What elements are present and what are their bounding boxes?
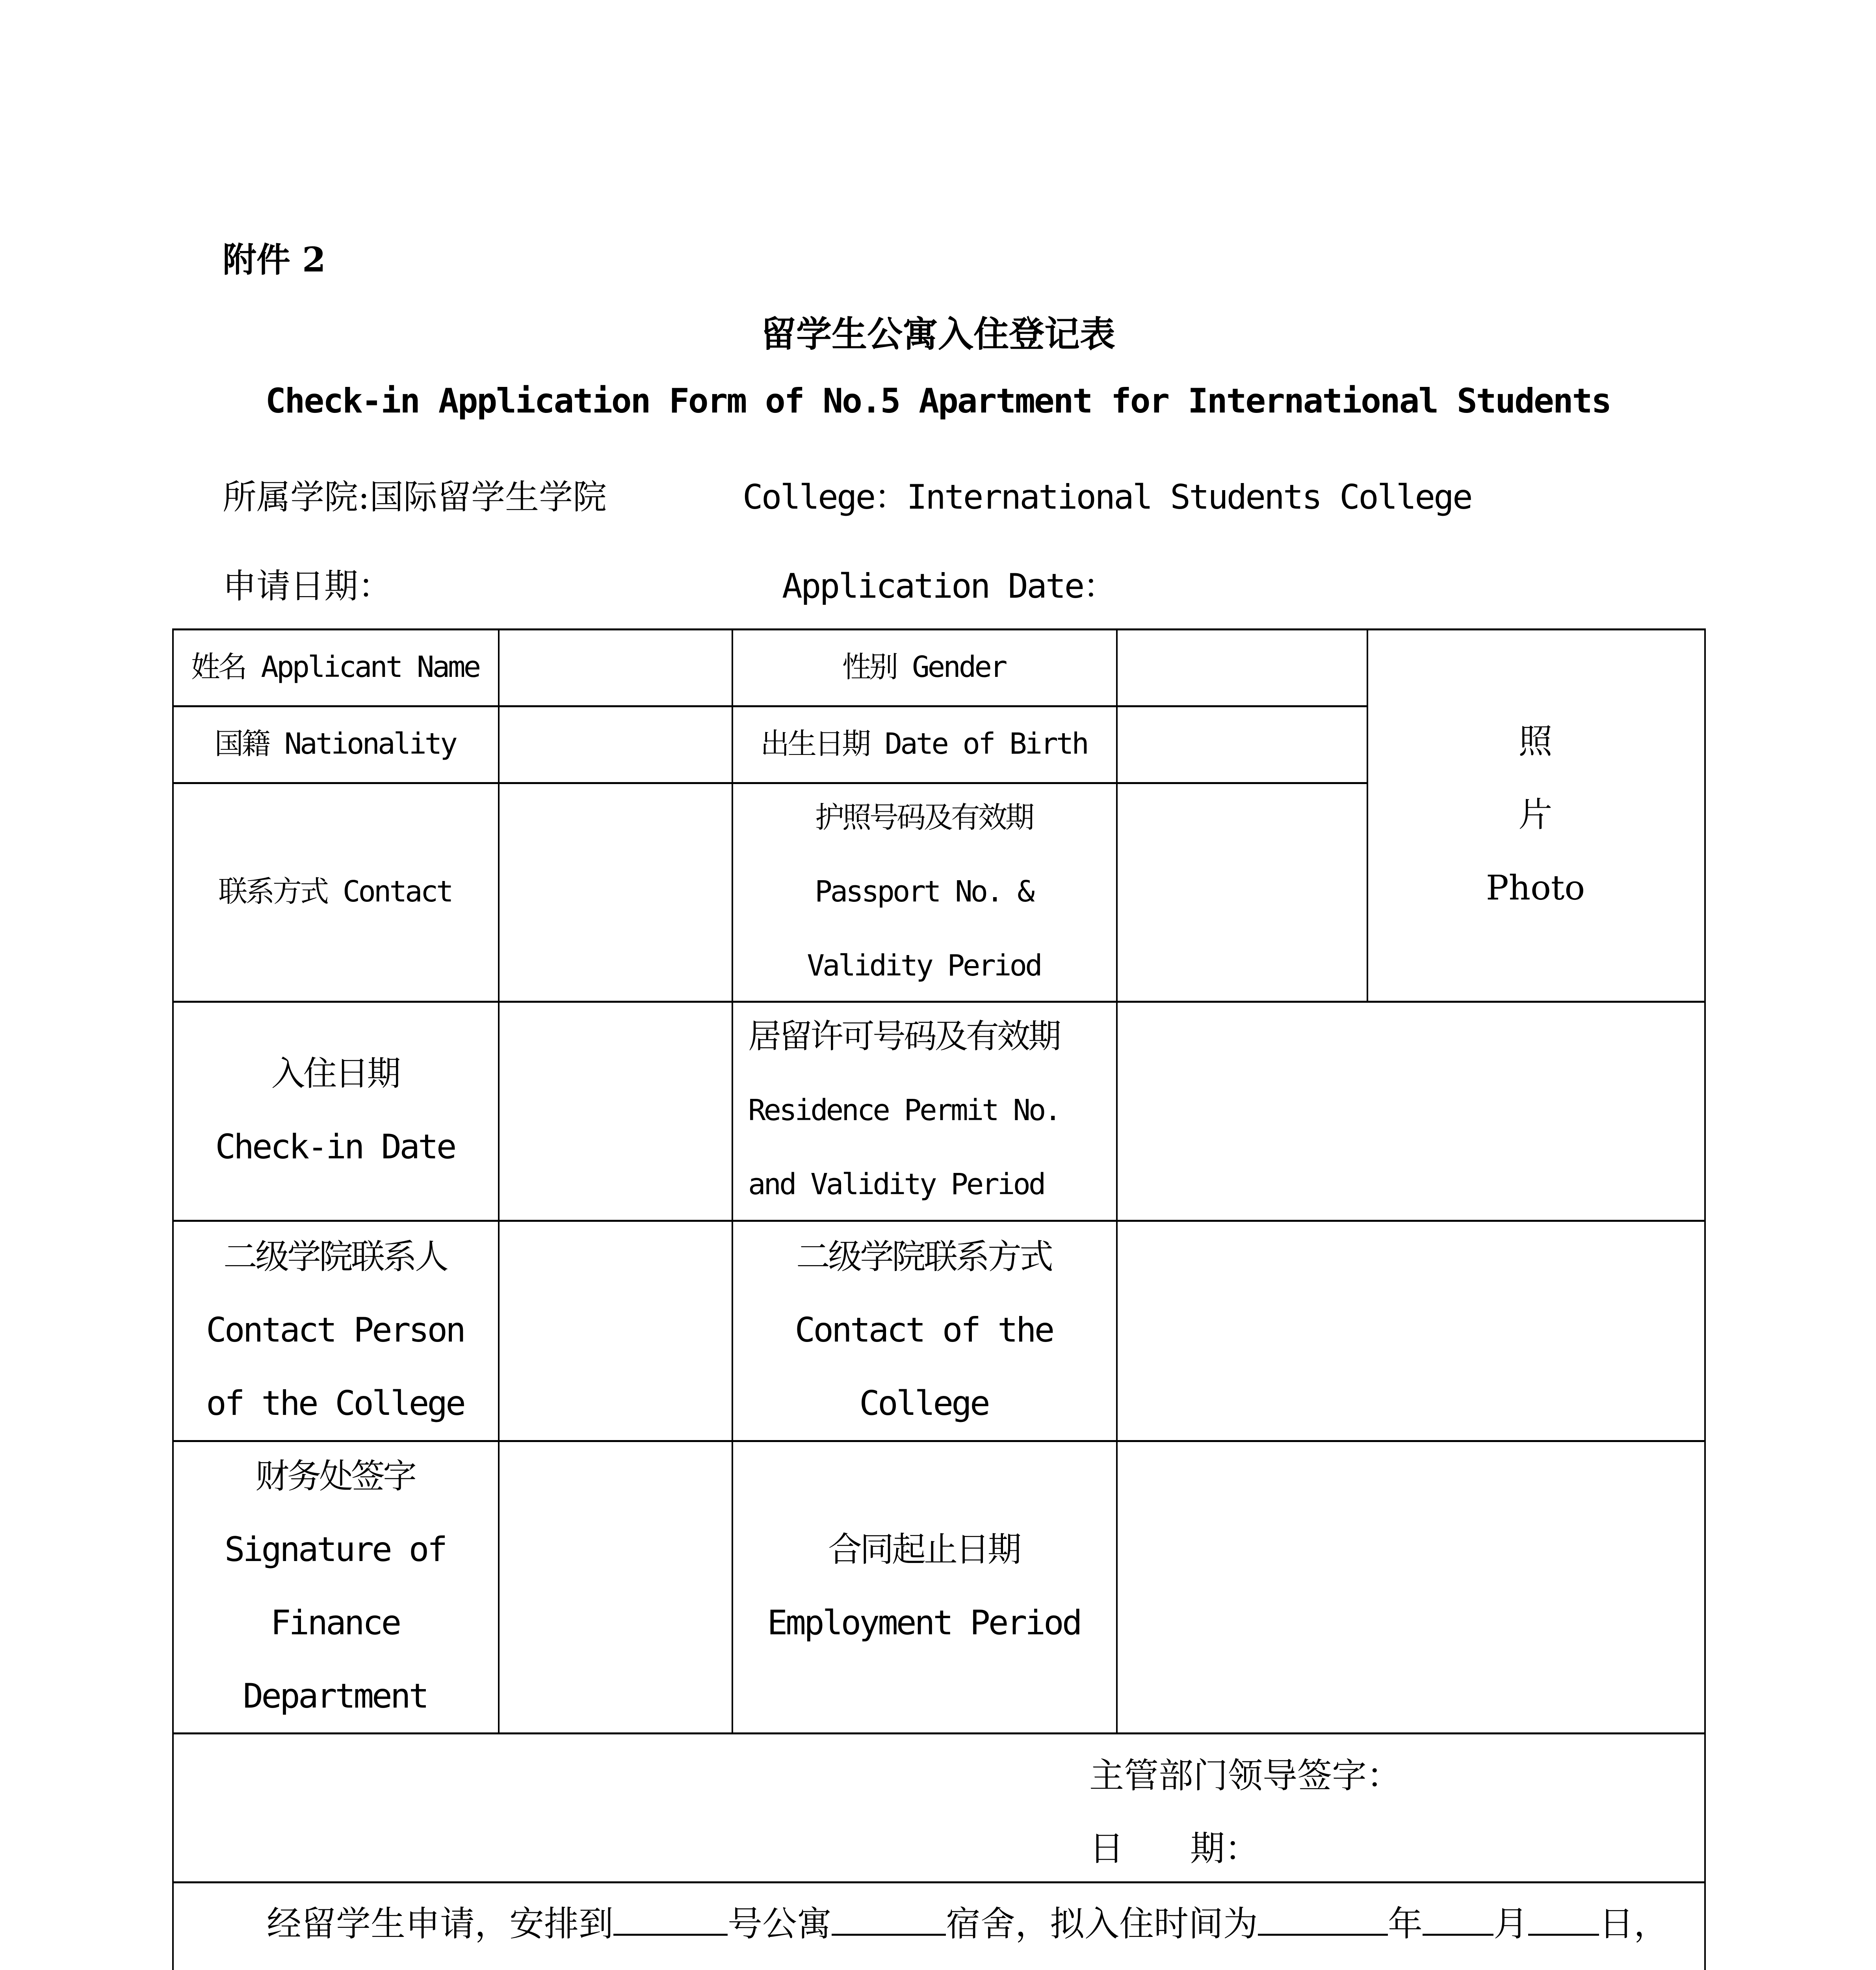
table-border-right [1704,628,1706,1970]
day-blank[interactable] [1528,1906,1599,1936]
apartment-no-blank[interactable] [613,1906,728,1936]
arrangement-text-3: 宿舍，拟入住时间为 [946,1903,1258,1944]
employment-period-field[interactable] [1116,1440,1704,1732]
page-title-cn: 留学生公寓入住登记表 [761,313,1115,355]
label-contact: 联系方式 Contact [218,874,452,909]
registration-table [172,628,1706,1970]
check-in-date-field[interactable] [498,1001,732,1220]
dept-leader-signature-label: 主管部门领导签字： [1089,1755,1402,1796]
application-date-cn: 申请日期： [223,567,392,606]
dorm-no-blank[interactable] [832,1906,946,1936]
application-date-en: Application Date： [782,567,1116,606]
applicant-name-field[interactable] [498,628,732,705]
label-applicant-name: 姓名 Applicant Name [191,650,479,684]
arrangement-text-2: 号公寓 [728,1903,832,1944]
dept-leader-date-label: 日 期： [1089,1828,1259,1869]
contact-field[interactable] [498,782,732,1001]
passport-field[interactable] [1116,782,1367,1001]
label-check-in-date: 入住日期 Check-in Date [215,1054,455,1167]
photo-area[interactable]: 照 片 Photo [1486,721,1585,908]
label-employment-period: 合同起止日期 Employment Period [767,1530,1081,1643]
label-finance-signature: 财务处签字 Signature of Finance Department [224,1457,446,1716]
attachment-label: 附件 2 [223,240,326,280]
label-passport: 护照号码及有效期 Passport No. & Validity Period [807,800,1041,983]
college-contact-field[interactable] [1116,1220,1704,1440]
college-cn: 所属学院:国际留学生学院 [223,478,607,517]
arrangement-sentence [267,1896,1668,1946]
nationality-field[interactable] [498,705,732,782]
college-en: College：International Students College [743,478,1471,517]
arrangement-text-5: 月 [1493,1903,1529,1944]
college-contact-person-field[interactable] [498,1220,732,1440]
arrangement-text-1: 经留学生申请，安排到 [267,1903,614,1944]
label-college-contact: 二级学院联系方式 Contact of the College [795,1237,1053,1423]
label-gender: 性别 Gender [842,650,1006,684]
arrangement-text-4: 年 [1388,1903,1423,1944]
month-blank[interactable] [1423,1906,1493,1936]
label-date-of-birth: 出生日期 Date of Birth [760,727,1087,761]
row-divider [172,1881,1706,1883]
date-of-birth-field[interactable] [1116,705,1367,782]
label-nationality: 国籍 Nationality [214,727,456,761]
residence-permit-field[interactable] [1116,1001,1704,1220]
page-title-en: Check-in Application Form of No.5 Apartment for International Students [265,381,1611,421]
finance-signature-field[interactable] [498,1440,732,1732]
arrangement-text-6: 日， [1599,1903,1669,1944]
year-blank[interactable] [1258,1906,1388,1936]
label-residence-permit: 居留许可号码及有效期 Residence Permit No. and Validity Period [748,1017,1060,1201]
label-college-contact-person: 二级学院联系人 Contact Person of the College [206,1237,464,1423]
gender-field[interactable] [1116,628,1367,705]
